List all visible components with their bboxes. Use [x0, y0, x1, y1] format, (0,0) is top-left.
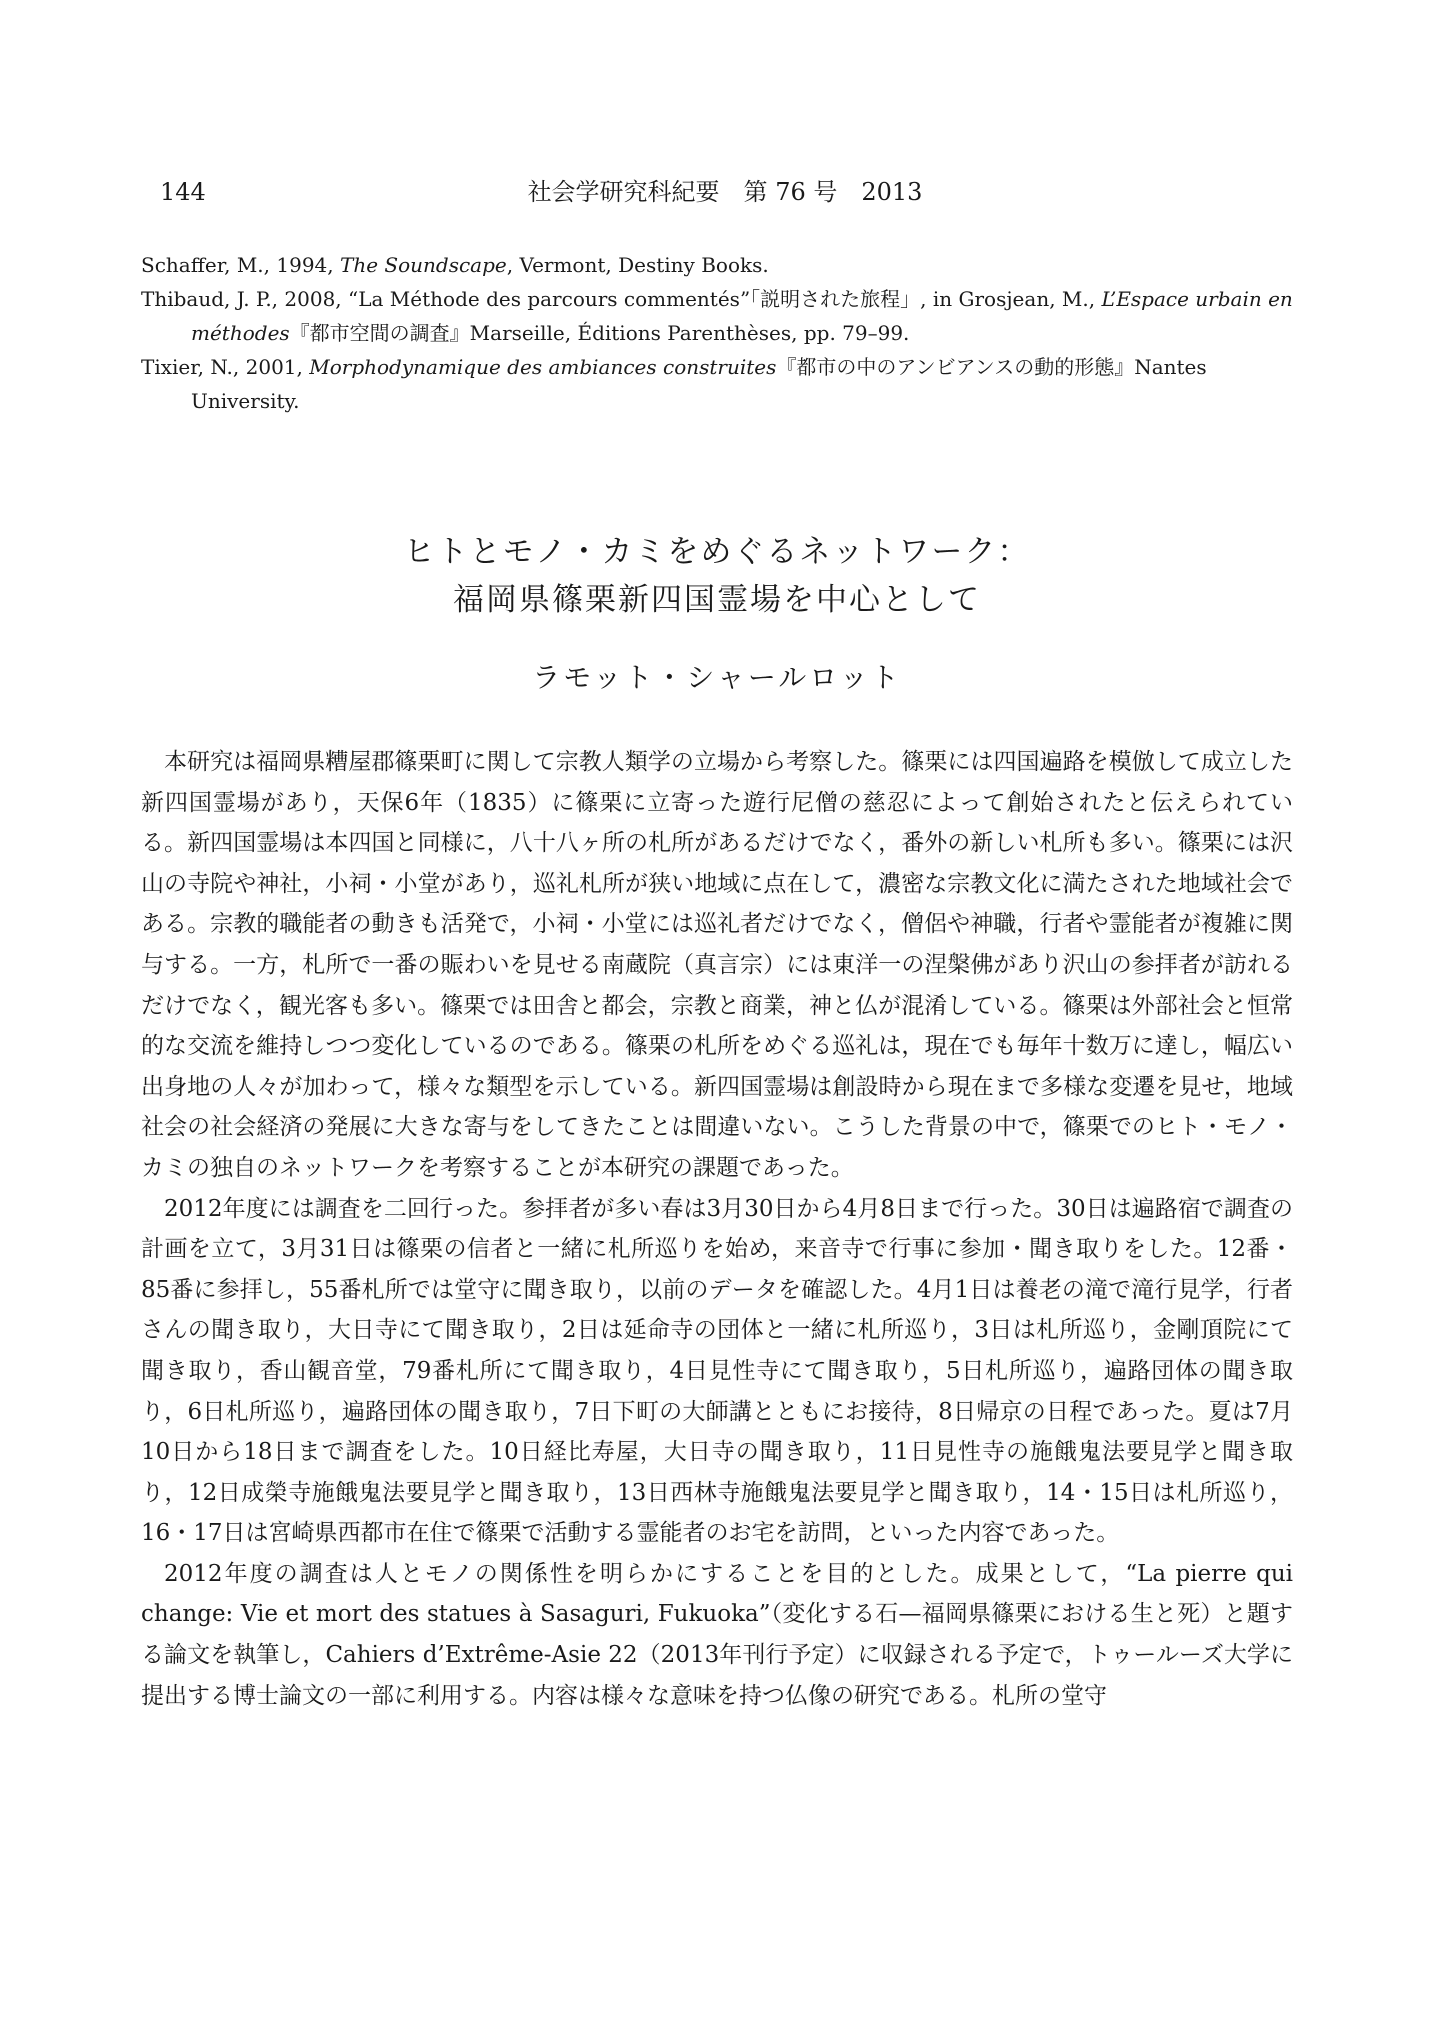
reference-text: 『都市の中のアンビアンスの動的形態』Nantes University. [191, 355, 1207, 413]
reference-text: 『都市空間の調査』Marseille, Éditions Parenthèses, pp. 79–99. [289, 321, 910, 345]
article-subtitle-line: 福岡県篠栗新四国霊場を中心として [453, 582, 981, 618]
running-head [160, 172, 1290, 212]
article-title-line: ヒトとモノ・カミをめぐるネットワーク： [403, 534, 1031, 570]
body-paragraph: 本研究は福岡県糟屋郡篠栗町に関して宗教人類学の立場から考察した。篠栗には四国遍路を模倣して成立した新四国霊場があり，天保6年（1835）に篠栗に立寄った遊行尼僧の慈忍によって創始されたと伝えられている。新四国霊場は本四国と同様に，八十八ヶ所の札所があるだけでなく，番外の新しい札所も多い。篠栗には沢山の寺院や神社，小祠・小堂があり，巡礼札所が狭い地域に点在して，濃密な宗教文化に満たされた地域社会である。宗教的職能者の動きも活発で，小祠・小堂には巡礼者だけでなく，僧侶や神職，行者や霊能者が複雑に関与する。一方，札所で一番の賑わいを見せる南蔵院（真言宗）には東洋一の涅槃佛があり沢山の参拝者が訪れるだけでなく，観光客も多い。篠栗では田舎と都会，宗教と商業，神と仏が混淆している。篠栗は外部社会と恒常的な交流を維持しつつ変化しているのである。篠栗の札所をめぐる巡礼は，現在でも毎年十数万に達し，幅広い出身地の人々が加わって，様々な類型を示している。新四国霊場は創設時から現在まで多様な変遷を見せ，地域社会の社会経済の発展に大きな寄与をしてきたことは間違いない。こうした背景の中で，篠栗でのヒト・モノ・カミの独自のネットワークを考察することが本研究の課題であった。 [141, 749, 1293, 1181]
reference-text: , Vermont, Destiny Books. [506, 253, 769, 277]
article-body [141, 742, 1293, 1716]
reference-title: L’Espace urbain en méthodes [191, 287, 1293, 345]
reference-entry [141, 248, 1293, 282]
reference-text: Schaffer, M., 1994, [141, 253, 340, 277]
reference-text: Thibaud, J. P., 2008, “La Méthode des parcours commentés”「説明された旅程」, in Grosjean, M., [141, 287, 1102, 311]
reference-title: The Soundscape [340, 253, 507, 277]
reference-entry [141, 282, 1293, 350]
reference-title: Morphodynamique des ambiances construites [309, 355, 777, 379]
article-title [141, 528, 1293, 624]
reference-entry [141, 350, 1293, 418]
journal-title: 社会学研究科紀要 第 76 号 2013 [527, 178, 923, 206]
body-paragraph: 2012年度には調査を二回行った。参拝者が多い春は3月30日から4月8日まで行った。30日は遍路宿で調査の計画を立て，3月31日は篠栗の信者と一緒に札所巡りを始め，来音寺で行事に参加・聞き取りをした。12番・85番に参拝し，55番札所では堂守に聞き取り，以前のデータを確認した。4月1日は養老の滝で滝行見学，行者さんの聞き取り，大日寺にて聞き取り，2日は延命寺の団体と一緒に札所巡り，3日は札所巡り，金剛頂院にて聞き取り，香山観音堂，79番札所にて聞き取り，4日見性寺にて聞き取り，5日札所巡り，遍路団体の聞き取り，6日札所巡り，遍路団体の聞き取り，7日下町の大師講とともにお接待，8日帰京の日程であった。夏は7月10日から18日まで調査をした。10日経比寿屋，大日寺の聞き取り，11日見性寺の施餓鬼法要見学と聞き取り，12日成榮寺施餓鬼法要見学と聞き取り，13日西林寺施餓鬼法要見学と聞き取り，14・15日は札所巡り，16・17日は宮崎県西都市在住で篠栗で活動する霊能者のお宅を訪問，といった内容であった。 [141, 1195, 1293, 1547]
article-author: ラモット・シャールロット [532, 661, 902, 694]
reference-text: Tixier, N., 2001, [141, 355, 310, 379]
reference-list [141, 248, 1293, 418]
body-paragraph: 2012年度の調査は人とモノの関係性を明らかにすることを目的とした。成果として，“La pierre qui change: Vie et mort des statues à Sasaguri, Fukuoka”（変化する石—福岡県篠栗における生と死）と題する論文を執筆し，Cahiers d’Extrême-Asie 22（2013年刊行予定）に収録される予定で，トゥールーズ大学に提出する博士論文の一部に利用する。内容は様々な意味を持つ仏像の研究である。札所の堂守 [141, 1560, 1293, 1709]
page-number: 144 [160, 178, 206, 206]
